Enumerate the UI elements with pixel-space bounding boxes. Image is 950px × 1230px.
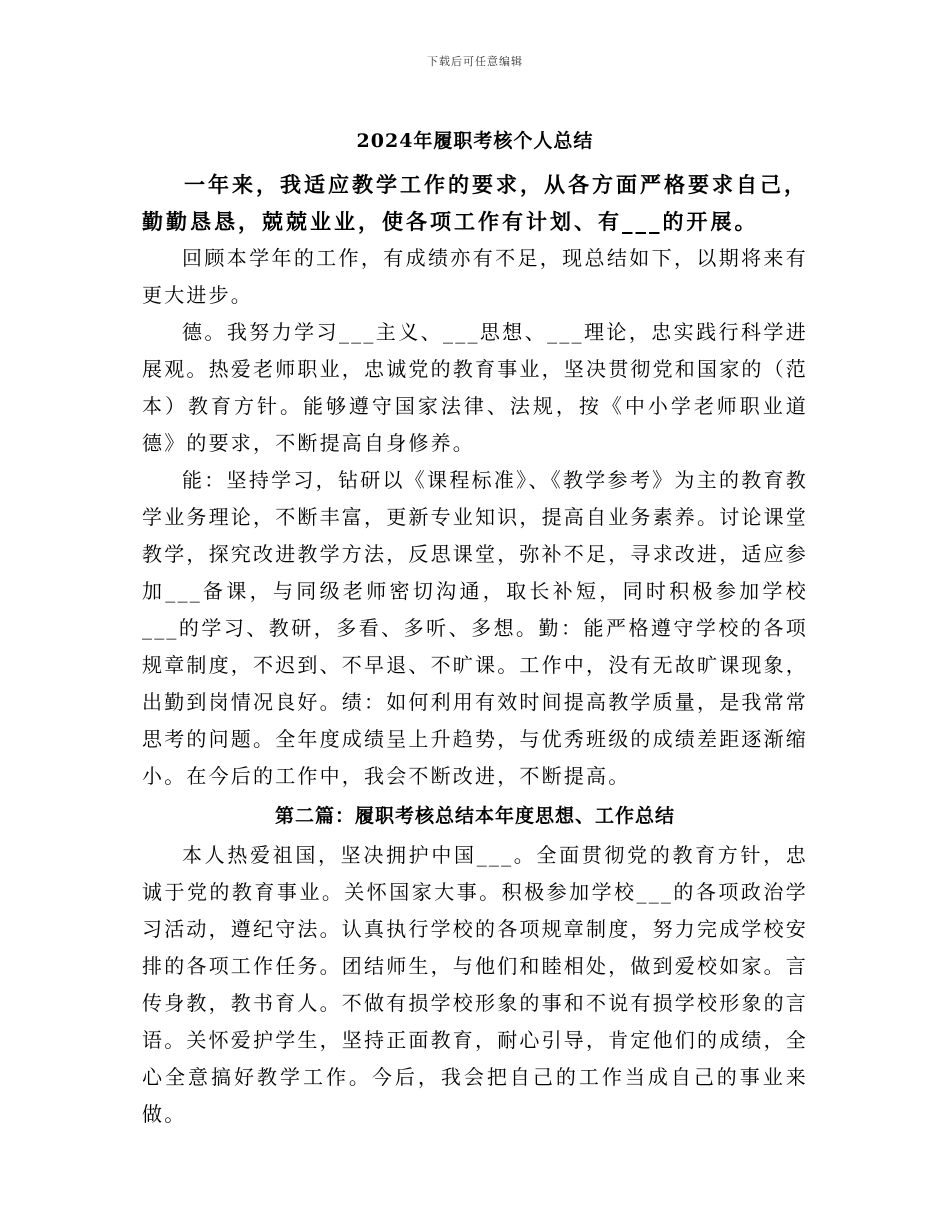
section-two-paragraph: 本人热爱祖国，坚决拥护中国___。全面贯彻党的教育方针，忠诚于党的教育事业。关怀国家大事。积极参加学校___的各项政治学习活动，遵纪守法。认真执行学校的各项规章制度，努力完成学校安排的各项工作任务。团结师生，与他们和睦相处，做到爱校如家。言传身教，教书育人。不做有损学校形象的事和不说有损学校形象的言语。关怀爱护学生，坚持正面教育，耐心引导，肯定他们的成绩，全心全意搞好教学工作。今后，我会把自己的工作当成自己的事业来做。: [142, 843, 808, 1126]
paragraph-morality: 德。我努力学习___主义、___思想、___理论，忠实践行科学进展观。热爱老师职业，忠诚党的教育事业，坚决贯彻党和国家的（范本）教育方针。能够遵守国家法律、法规，按《中小学老师职业道德》的要求，不断提高自身修养。: [142, 320, 808, 455]
page-header: 下载后可任意编辑: [427, 55, 523, 68]
paragraph-review: 回顾本学年的工作，有成绩亦有不足，现总结如下，以期将来有更大进步。: [142, 246, 808, 307]
section-two-heading: 第二篇：履职考核总结本年度思想、工作总结: [274, 805, 675, 827]
document-body: [142, 166, 808, 1133]
paragraph-ability: 能：坚持学习，钻研以《课程标准》、《教学参考》为主的教育教学业务理论，不断丰富，更新专业知识，提高自业务素养。讨论课堂教学，探究改进教学方法，反思课堂，弥补不足，寻求改进，适应参加___备课，与同级老师密切沟通，取长补短，同时积极参加学校___的学习、教研，多看、多听、多想。勤：能严格遵守学校的各项规章制度，不迟到、不早退、不旷课。工作中，没有无故旷课现象，出勤到岗情况良好。绩：如何利用有效时间提高教学质量，是我常常思考的问题。全年度成绩呈上升趋势，与优秀班级的成绩差距逐渐缩小。在今后的工作中，我会不断改进，不断提高。: [142, 468, 808, 788]
lead-paragraph: 一年来，我适应教学工作的要求，从各方面严格要求自己，勤勤恳恳，兢兢业业，使各项工作有计划、有___的开展。: [142, 172, 808, 234]
document-title: 2024年履职考核个人总结: [356, 130, 594, 152]
